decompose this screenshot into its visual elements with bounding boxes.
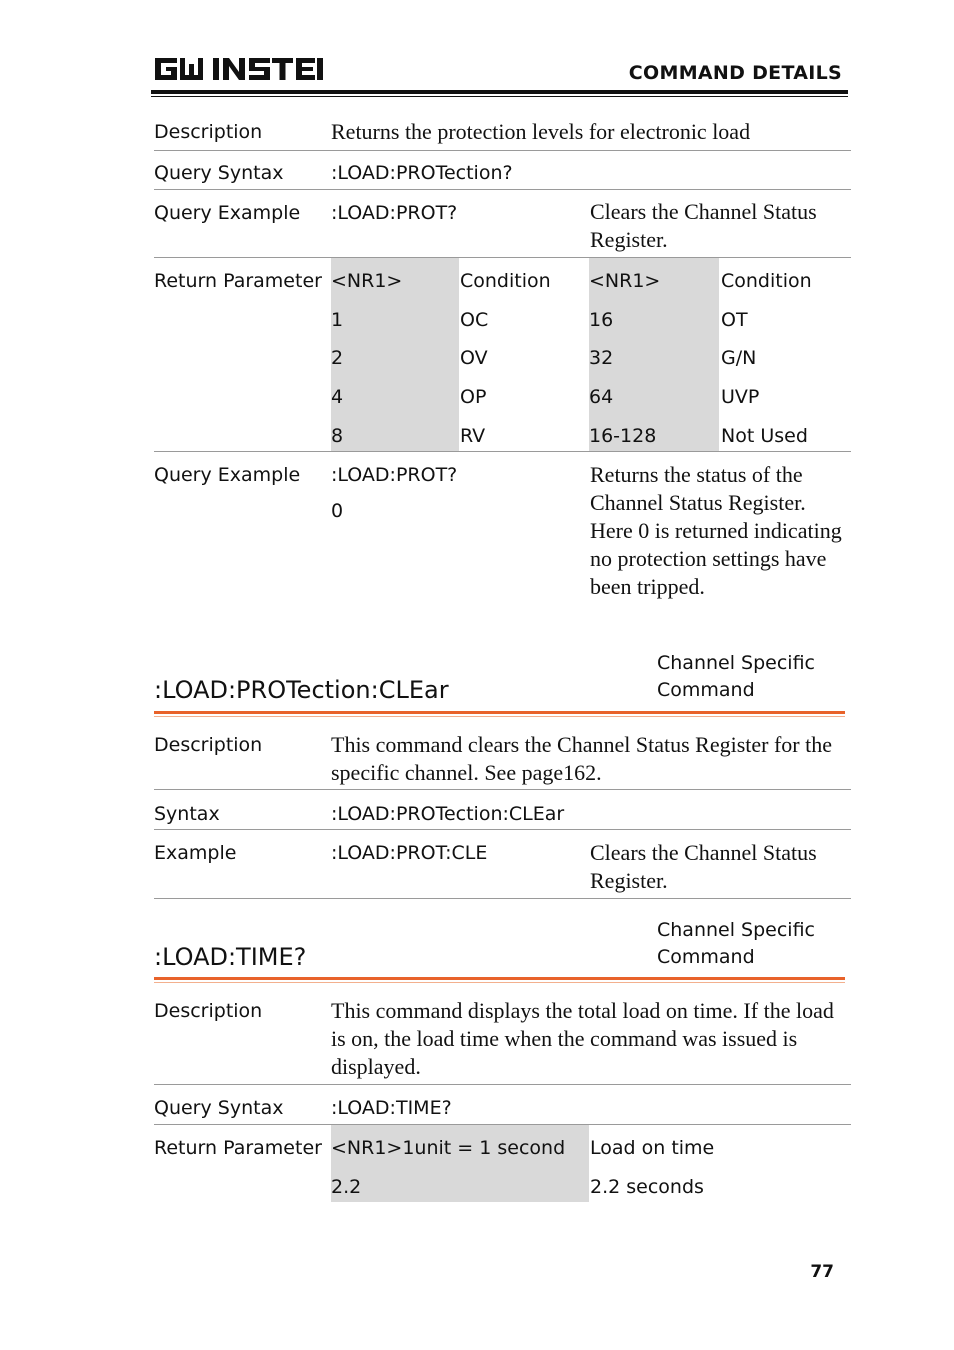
heading-rule-thin	[154, 716, 845, 717]
description-label: Description	[154, 121, 263, 143]
table-cell: 64	[589, 386, 614, 408]
table-cell: 8	[331, 425, 344, 447]
query-example-value: :LOAD:PROT?	[331, 202, 458, 224]
row-divider	[154, 189, 851, 190]
table-cell: OC	[460, 309, 489, 331]
command-heading: :LOAD:PROTection:CLEar	[154, 676, 449, 704]
gw-instek-logo-graphic	[153, 56, 323, 84]
table-cell: RV	[460, 425, 486, 447]
table-cell: UVP	[721, 386, 760, 408]
table-cell: 16-128	[589, 425, 657, 447]
row-divider	[154, 789, 851, 790]
query-example-label: Query Example	[154, 202, 301, 224]
channel-specific-tag: Channel Specific Command	[657, 652, 815, 701]
example-label: Example	[154, 842, 237, 864]
table-cell: 2.2	[331, 1176, 362, 1198]
table-cell: 4	[331, 386, 344, 408]
row-divider	[154, 829, 851, 830]
query-example-result: 0	[331, 500, 344, 522]
syntax-label: Syntax	[154, 803, 220, 825]
header-rule	[151, 90, 848, 94]
table-header: Condition	[721, 270, 812, 292]
table-cell: 32	[589, 347, 614, 369]
row-divider	[154, 257, 851, 258]
query-example-note: Clears the Channel Status Register.	[590, 199, 817, 252]
page-number: 77	[810, 1262, 834, 1282]
query-syntax-label: Query Syntax	[154, 1097, 284, 1119]
table-cell: 1	[331, 309, 344, 331]
row-divider	[154, 451, 851, 452]
table-header: <NR1>	[589, 270, 661, 292]
query-syntax-label: Query Syntax	[154, 162, 284, 184]
table-cell: G/N	[721, 347, 757, 369]
table-header: Condition	[460, 270, 551, 292]
query-example-value: :LOAD:PROT?	[331, 464, 458, 486]
description-label: Description	[154, 734, 263, 756]
row-divider	[154, 1084, 851, 1085]
description-text: Returns the protection levels for electronic load	[331, 119, 751, 144]
description-text: This command displays the total load on time. If the load is on, the load time when the command was issued is displayed.	[331, 998, 834, 1079]
query-example-label: Query Example	[154, 464, 301, 486]
return-parameter-label: Return Parameter	[154, 1137, 322, 1159]
query-syntax-value: :LOAD:TIME?	[331, 1097, 452, 1119]
description-label: Description	[154, 1000, 263, 1022]
table-cell: Not Used	[721, 425, 808, 447]
table-header: Load on time	[590, 1137, 715, 1159]
heading-rule	[154, 977, 845, 980]
syntax-value: :LOAD:PROTection:CLEar	[331, 803, 565, 825]
heading-rule-thin	[154, 982, 845, 983]
example-note: Clears the Channel Status Register.	[590, 840, 817, 893]
section-title: COMMAND DETAILS	[628, 62, 842, 84]
table-cell: 2.2 seconds	[590, 1176, 704, 1198]
return-parameter-label: Return Parameter	[154, 270, 322, 292]
gw-instek-logo	[153, 56, 323, 89]
table-cell: OV	[460, 347, 488, 369]
table-cell: 16	[589, 309, 614, 331]
description-text: This command clears the Channel Status Register for the specific channel. See page162.	[331, 732, 832, 785]
query-syntax-value: :LOAD:PROTection?	[331, 162, 513, 184]
command-heading: :LOAD:TIME?	[154, 943, 307, 971]
header-rule-thin	[151, 96, 848, 97]
heading-rule	[154, 711, 845, 714]
row-divider	[154, 150, 851, 151]
table-cell: OP	[460, 386, 487, 408]
example-value: :LOAD:PROT:CLE	[331, 842, 488, 864]
query-example-note: Returns the status of the Channel Status Register. Here 0 is returned indicating no protection settings have been tripped.	[590, 462, 842, 599]
table-cell: OT	[721, 309, 748, 331]
row-divider	[154, 898, 851, 899]
channel-specific-tag: Channel Specific Command	[657, 919, 815, 968]
table-header: <NR1>	[331, 270, 403, 292]
table-header: <NR1>1unit = 1 second	[331, 1137, 566, 1159]
table-cell: 2	[331, 347, 344, 369]
